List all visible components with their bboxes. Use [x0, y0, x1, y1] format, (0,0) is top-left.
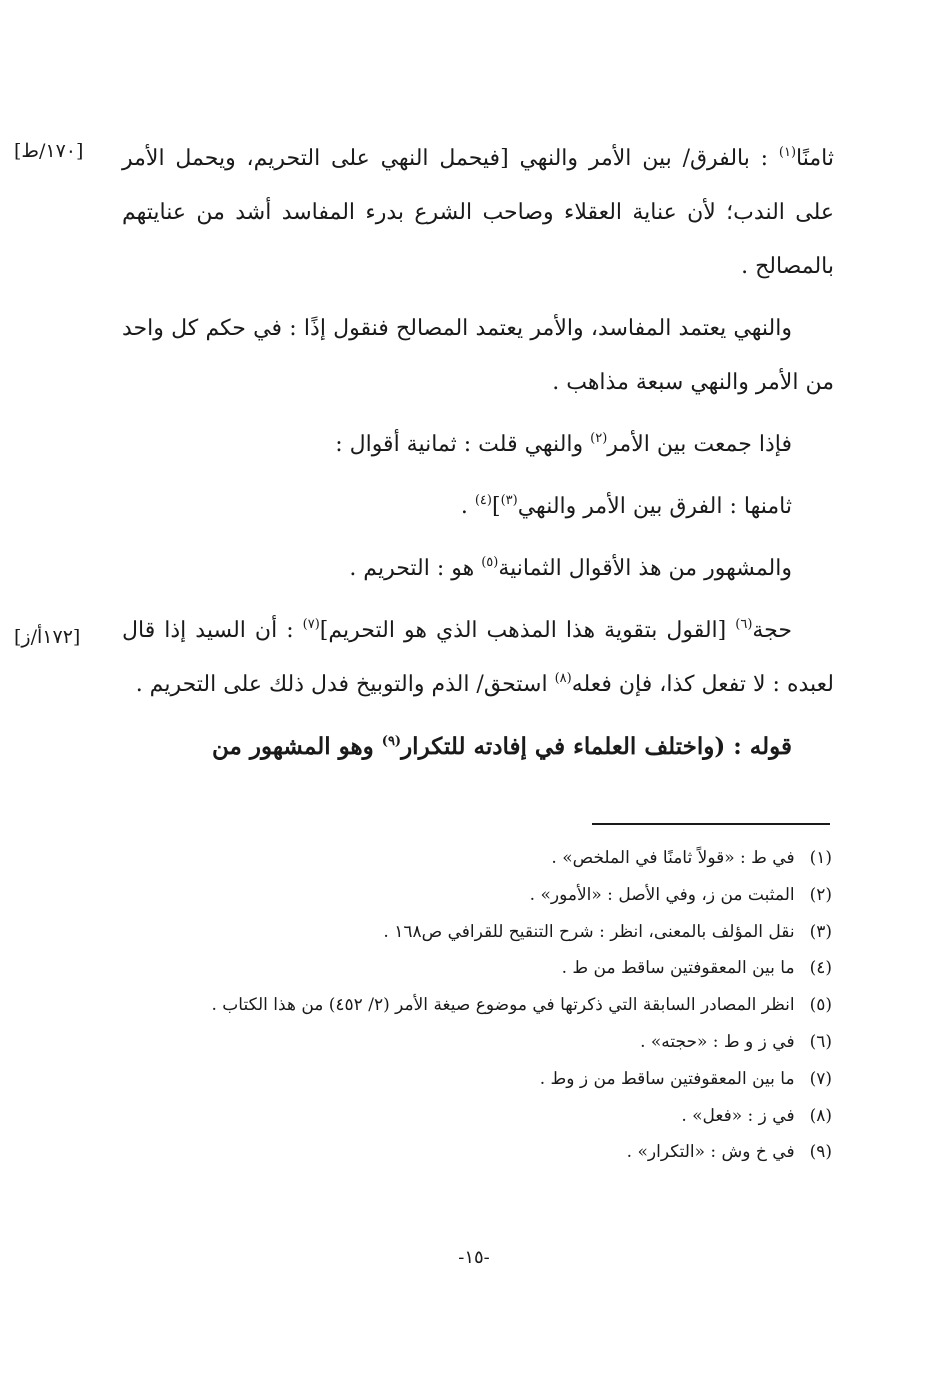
margin-reference-top: [١٧٠/ط]	[14, 140, 84, 162]
text-run: ]	[491, 494, 501, 519]
paragraph-1	[122, 132, 834, 294]
footnote-item	[120, 914, 832, 951]
footnote-ref-9: (٩)	[381, 734, 402, 749]
text-run: [القول بتقوية هذا المذهب الذي هو التحريم]	[319, 618, 736, 643]
footnote-text: في ز و ط : «حجته» .	[640, 1031, 795, 1052]
footnote-item	[120, 877, 832, 914]
footnote-ref-7: (٧)	[302, 617, 320, 632]
footnote-ref-6: (٦)	[735, 617, 753, 632]
footnote-text: في ط : «قولاً ثامنًا في الملخص» .	[551, 848, 795, 868]
page-number: -١٥-	[458, 1247, 490, 1268]
footnote-number: (٢)	[809, 884, 832, 905]
footnote-ref-3: (٣)	[500, 493, 518, 508]
footnote-text: في خ وش : «التكرار» .	[626, 1142, 795, 1163]
text-run: ثامنها : الفرق بين الأمر والنهي	[517, 494, 792, 519]
text-run: حجة	[752, 618, 792, 643]
footnote-number: (٨)	[809, 1105, 832, 1126]
text-run: استحق/ الذم والتوبيخ فدل ذلك على التحريم .	[135, 672, 555, 697]
paragraph-4	[122, 480, 834, 534]
footnote-text: ما بين المعقوفتين ساقط من ز وط .	[539, 1068, 795, 1089]
footnote-ref-8: (٨)	[554, 671, 572, 686]
text-run: والنهي قلت : ثمانية أقوال :	[335, 432, 591, 457]
text-run: فإذا جمعت بين الأمر	[607, 432, 792, 457]
text-run: .	[460, 494, 475, 519]
paragraph-3	[122, 418, 834, 472]
footnote-item	[120, 1061, 832, 1098]
footnote-number: (٧)	[809, 1068, 832, 1089]
footnote-item	[120, 987, 832, 1024]
footnote-item	[120, 950, 832, 987]
text-run: ثامنًا	[796, 146, 834, 171]
text-run: هو : التحريم .	[349, 556, 482, 581]
footnote-number: (٦)	[809, 1031, 832, 1052]
margin-reference-middle: [١٧٢أ/ز]	[14, 626, 81, 648]
paragraph-5	[122, 542, 834, 596]
footnote-number: (١)	[809, 848, 832, 868]
footnote-text: ما بين المعقوفتين ساقط من ط .	[561, 958, 795, 979]
footnotes-list	[120, 840, 832, 1171]
text-run: والمشهور من هذ الأقوال الثمانية	[498, 556, 792, 581]
text-run: قوله : (واختلف العلماء في إفادته للتكرار	[401, 733, 792, 760]
text-run: : أن السيد إذا قال لعبده : لا تفعل كذا، فإن فعله	[122, 618, 834, 697]
footnote-ref-5: (٥)	[481, 555, 499, 570]
footnote-text: المثبت من ز، وفي الأصل : «الأمور» .	[529, 884, 795, 905]
footnote-ref-2: (٢)	[590, 431, 608, 446]
footnote-separator	[592, 823, 830, 825]
text-run: وهو المشهور من	[212, 733, 382, 760]
footnote-item	[120, 1134, 832, 1171]
paragraph-7-quote	[122, 720, 834, 774]
footnote-item	[120, 1098, 832, 1135]
footnote-number: (٩)	[809, 1142, 832, 1163]
footnote-item	[120, 840, 832, 877]
footnote-ref-1: (١)	[778, 145, 797, 160]
paragraph-2: والنهي يعتمد المفاسد، والأمر يعتمد المصالح فنقول إذًا : في حكم كل واحد من الأمر والنهي سبعة مذاهب .	[122, 316, 834, 395]
footnote-text: في ز : «فعل» .	[681, 1105, 795, 1126]
paragraph-6	[122, 604, 834, 712]
footnote-text: انظر المصادر السابقة التي ذكرتها في موضوع صيغة الأمر (٢/ ٤٥٢) من هذا الكتاب .	[211, 995, 795, 1016]
footnote-number: (٥)	[809, 995, 832, 1016]
footnote-ref-4: (٤)	[474, 493, 492, 508]
footnote-number: (٤)	[809, 958, 832, 979]
footnote-text: نقل المؤلف بالمعنى، انظر : شرح التنقيح للقرافي ص١٦٨ .	[383, 921, 795, 942]
main-text	[122, 132, 834, 774]
footnote-item	[120, 1024, 832, 1061]
text-run: : بالفرق/ بين الأمر والنهي [فيحمل النهي على التحريم، ويحمل الأمر على الندب؛ لأن عناية العقلاء وصاحب الشرع بدرء المفاسد أشد من عنايتهم بالمصالح .	[122, 146, 834, 279]
footnote-number: (٣)	[809, 921, 832, 942]
